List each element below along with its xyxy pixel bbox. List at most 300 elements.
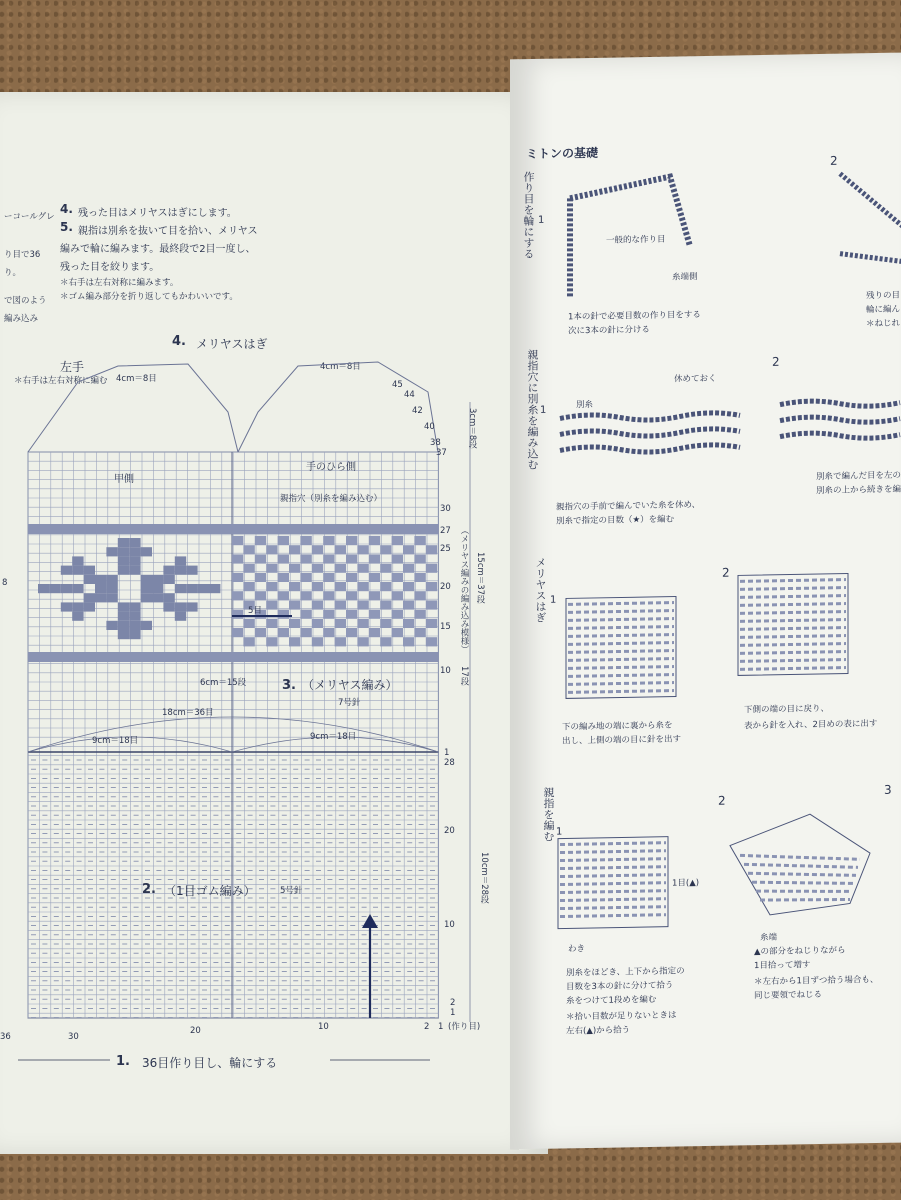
- step-description: 1本の針で必要目数の作り目をする: [568, 310, 701, 323]
- intro-fragment: で図のよう: [4, 296, 47, 306]
- checker-cell: [357, 545, 368, 554]
- snowflake-cell: [186, 584, 197, 593]
- knit-texture: [568, 675, 674, 677]
- row-number: 20: [440, 582, 451, 592]
- snowflake-cell: [141, 621, 152, 630]
- checker-cell: [232, 573, 243, 582]
- section-title: 親指を編む: [542, 786, 555, 842]
- checker-cell: [232, 628, 243, 637]
- checker-cell: [243, 637, 254, 646]
- snowflake-cell: [141, 575, 152, 584]
- knit-texture: [568, 683, 674, 685]
- col-number: 2: [424, 1022, 430, 1032]
- snowflake-cell: [106, 584, 117, 593]
- checker-cell: [278, 591, 289, 600]
- checker-cell: [392, 536, 403, 545]
- knit-texture: [560, 859, 666, 861]
- checker-cell: [392, 610, 403, 619]
- row-number: 2: [450, 998, 456, 1008]
- checker-cell: [323, 536, 334, 545]
- checker-cell: [278, 573, 289, 582]
- checker-cell: [266, 619, 277, 628]
- step4-text: 残った目はメリヤスはぎにします。: [78, 208, 237, 219]
- checker-cell: [278, 610, 289, 619]
- snowflake-cell: [106, 575, 117, 584]
- checker-cell: [255, 536, 266, 545]
- illustration-label: 糸端: [760, 932, 778, 944]
- checker-cell: [289, 619, 300, 628]
- checker-cell: [380, 637, 391, 646]
- illustration-label: 糸端側: [672, 272, 698, 283]
- snowflake-cell: [38, 584, 49, 593]
- checker-cell: [403, 637, 414, 646]
- checker-cell: [323, 573, 334, 582]
- snowflake-cell: [72, 556, 83, 565]
- checker-cell: [255, 628, 266, 637]
- intro-fragment: り目で36: [4, 250, 41, 260]
- row-number: 28: [444, 758, 455, 768]
- checker-cell: [232, 610, 243, 619]
- row-number: 25: [440, 544, 451, 554]
- col-number: 20: [190, 1026, 201, 1036]
- checker-cell: [426, 600, 437, 609]
- row-number: 40: [424, 422, 435, 432]
- step2-label: （1目ゴム編み）: [164, 884, 256, 898]
- checker-cell: [266, 564, 277, 573]
- needle5-label: 5号針: [280, 886, 303, 896]
- checker-cell: [232, 536, 243, 545]
- row-number: 44: [404, 390, 415, 400]
- knit-texture: [740, 652, 846, 654]
- snowflake-cell: [152, 575, 163, 584]
- col-number: 10: [318, 1022, 329, 1032]
- row-number: 1: [450, 1008, 456, 1018]
- illustration-label: わき: [568, 944, 586, 955]
- step-number: 1: [550, 594, 557, 606]
- step-number: 1: [540, 404, 547, 416]
- snowflake-cell: [84, 575, 95, 584]
- step-description: 糸をつけて1段めを編む: [566, 994, 657, 1007]
- step-description: 別糸で編んだ目を左の: [816, 470, 901, 483]
- snowflake-cell: [186, 566, 197, 575]
- mitten-top-right: [238, 362, 438, 452]
- back-side-label: 甲側: [114, 474, 134, 485]
- checker-cell: [426, 582, 437, 591]
- checker-cell: [369, 573, 380, 582]
- knit-texture: [760, 898, 850, 901]
- illustration-label: 一般的な作り目: [606, 234, 666, 246]
- knit-texture: [740, 628, 846, 630]
- snowflake-cell: [163, 566, 174, 575]
- checker-cell: [232, 554, 243, 563]
- snowflake-cell: [84, 593, 95, 602]
- snowflake-cell: [118, 621, 129, 630]
- snowflake-cell: [61, 602, 72, 611]
- checker-cell: [335, 564, 346, 573]
- knit-texture: [740, 580, 846, 582]
- step-description: 表から針を入れ、2目めの表に出す: [744, 718, 878, 732]
- snowflake-cell: [129, 538, 140, 547]
- dimension-label: 3cm＝8段: [467, 408, 477, 449]
- six-cm-label: 6cm＝15段: [200, 678, 247, 688]
- col-number: 36: [0, 1032, 11, 1042]
- knit-texture: [740, 612, 846, 614]
- left-page: [0, 92, 548, 1154]
- knit-texture: [752, 880, 854, 885]
- checker-cell: [357, 637, 368, 646]
- snowflake-cell: [61, 566, 72, 575]
- checker-cell: [357, 564, 368, 573]
- col-number: 30: [68, 1032, 79, 1042]
- checker-cell: [232, 591, 243, 600]
- snowflake-cell: [95, 575, 106, 584]
- snowflake-cell: [106, 593, 117, 602]
- step5-text: 親指は別糸を抜いて目を拾い、メリヤス: [78, 226, 258, 237]
- chart-step-number: 4.: [172, 334, 186, 349]
- row-number: 1: [444, 748, 450, 758]
- knit-texture: [740, 596, 846, 598]
- snowflake-cell: [129, 612, 140, 621]
- snowflake-cell: [186, 602, 197, 611]
- checker-cell: [369, 536, 380, 545]
- dimension-label: 8: [2, 578, 8, 588]
- knit-texture: [560, 875, 666, 877]
- checker-cell: [300, 591, 311, 600]
- step-number: 4.: [60, 202, 73, 216]
- checker-cell: [278, 628, 289, 637]
- checker-cell: [255, 591, 266, 600]
- snowflake-cell: [198, 584, 209, 593]
- checker-cell: [403, 582, 414, 591]
- illustration-label: 休めておく: [674, 373, 717, 385]
- checker-cell: [380, 564, 391, 573]
- knit-texture: [568, 619, 674, 621]
- checker-cell: [369, 591, 380, 600]
- knit-texture: [568, 643, 674, 645]
- snowflake-cell: [72, 584, 83, 593]
- knit-texture: [740, 636, 846, 638]
- row-number: 42: [412, 406, 423, 416]
- step-description: 親指穴の手前で編んでいた糸を休め、: [556, 500, 701, 513]
- thumb-hole-label: 親指穴（別糸を編み込む）: [280, 494, 383, 504]
- dimension-label: 15cm＝37段: [475, 552, 485, 604]
- checker-cell: [357, 582, 368, 591]
- checker-cell: [426, 564, 437, 573]
- snowflake-cell: [61, 584, 72, 593]
- knit-row: [560, 412, 740, 421]
- checker-cell: [392, 573, 403, 582]
- checker-cell: [380, 545, 391, 554]
- snowflake-cell: [106, 547, 117, 556]
- checker-cell: [243, 582, 254, 591]
- step-description: 1目拾って増す: [754, 960, 811, 972]
- checker-cell: [300, 628, 311, 637]
- checker-cell: [346, 573, 357, 582]
- checker-cell: [255, 554, 266, 563]
- note: ＊ゴム編み部分を折り返してもかわいいです。: [60, 292, 238, 302]
- checker-cell: [278, 554, 289, 563]
- checker-cell: [300, 573, 311, 582]
- snowflake-cell: [118, 538, 129, 547]
- section-header: ミトンの基礎: [526, 145, 599, 162]
- knit-texture: [568, 691, 674, 693]
- checker-cell: [403, 545, 414, 554]
- snowflake-cell: [118, 556, 129, 565]
- checker-cell: [323, 591, 334, 600]
- checker-cell: [323, 554, 334, 563]
- checker-cell: [357, 600, 368, 609]
- step-number: 1: [538, 214, 545, 226]
- checker-cell: [312, 619, 323, 628]
- checker-cell: [300, 554, 311, 563]
- knit-texture: [740, 620, 846, 622]
- snowflake-cell: [49, 584, 60, 593]
- checker-cell: [312, 637, 323, 646]
- step3-number: 3.: [282, 678, 296, 693]
- step-number: 1: [556, 826, 563, 838]
- knit-texture: [568, 659, 674, 661]
- snowflake-cell: [141, 593, 152, 602]
- snowflake-cell: [118, 566, 129, 575]
- illustration-label: 1目(▲): [672, 878, 700, 889]
- pattern-band: [28, 524, 438, 534]
- checker-cell: [426, 545, 437, 554]
- intro-fragment: ーコールグレ: [4, 212, 55, 222]
- checker-cell: [266, 582, 277, 591]
- snowflake-cell: [118, 602, 129, 611]
- section-title: 親指穴に別糸を編み込む: [526, 348, 539, 471]
- step-number: 3: [884, 782, 892, 797]
- cast-on-needle-2: [840, 172, 901, 263]
- dimension-label: （メリヤス編みの編み込み模様）: [459, 526, 469, 654]
- knit-texture: [560, 883, 666, 885]
- checker-cell: [300, 536, 311, 545]
- snowflake-cell: [129, 566, 140, 575]
- checker-cell: [312, 545, 323, 554]
- step-description: 下側の端の目に戻り、: [744, 703, 830, 716]
- knit-texture: [568, 667, 674, 669]
- checker-cell: [289, 564, 300, 573]
- snowflake-cell: [141, 547, 152, 556]
- knit-texture: [756, 889, 852, 893]
- row-number: 10: [444, 920, 455, 930]
- checker-cell: [357, 619, 368, 628]
- row-number: 15: [440, 622, 451, 632]
- checker-cell: [335, 600, 346, 609]
- checker-cell: [323, 628, 334, 637]
- step-description: 目数を3本の針に分けて拾う: [566, 980, 674, 993]
- checker-cell: [312, 600, 323, 609]
- checker-cell: [335, 545, 346, 554]
- snowflake-cell: [175, 556, 186, 565]
- checker-cell: [243, 564, 254, 573]
- pattern-band: [28, 652, 438, 662]
- dimension-label: 4cm＝8目: [116, 374, 157, 384]
- illustration-label: 別糸: [576, 399, 594, 411]
- checker-cell: [403, 619, 414, 628]
- checker-cell: [392, 591, 403, 600]
- knit-row: [780, 400, 900, 408]
- knit-row: [560, 444, 740, 453]
- checker-cell: [380, 619, 391, 628]
- step-description: ＊左右から1目ずつ拾う場合も、: [754, 974, 879, 988]
- snowflake-cell: [129, 556, 140, 565]
- row-number: 10: [440, 666, 451, 676]
- snowflake-cell: [95, 584, 106, 593]
- step1-number: 1.: [116, 1054, 130, 1069]
- five-stitches-label: 5目: [248, 606, 262, 616]
- checker-cell: [278, 536, 289, 545]
- snowflake-cell: [106, 621, 117, 630]
- checker-cell: [289, 545, 300, 554]
- snowflake-cell: [175, 612, 186, 621]
- step-description: ＊ねじれ: [866, 318, 901, 330]
- knit-texture: [560, 867, 666, 869]
- step-description: 同じ要領でねじる: [754, 989, 823, 1002]
- step-description: 輪に編ん: [866, 304, 901, 316]
- knit-row: [780, 432, 900, 440]
- knit-texture: [560, 915, 666, 917]
- palm-side-label: 手のひら側: [306, 462, 356, 473]
- checker-cell: [380, 582, 391, 591]
- checker-cell: [369, 610, 380, 619]
- knit-texture: [560, 899, 666, 901]
- knit-row: [780, 416, 900, 424]
- col-number: 1: [438, 1022, 444, 1032]
- right-page: [510, 53, 901, 1150]
- checker-cell: [300, 610, 311, 619]
- knit-texture: [748, 871, 856, 877]
- snowflake-cell: [72, 566, 83, 575]
- snowflake-cell: [129, 602, 140, 611]
- dimension-label: 17段: [459, 666, 469, 686]
- snowflake-cell: [152, 593, 163, 602]
- needle7-label: 7号針: [338, 698, 361, 708]
- width-label: 9cm＝18目: [92, 736, 139, 746]
- snowflake-cell: [175, 602, 186, 611]
- snowflake-cell: [118, 612, 129, 621]
- snowflake-cell: [175, 584, 186, 593]
- knit-texture: [568, 635, 674, 637]
- snowflake-cell: [141, 584, 152, 593]
- checker-cell: [414, 573, 425, 582]
- checker-cell: [403, 564, 414, 573]
- checker-cell: [426, 637, 437, 646]
- row-number: 20: [444, 826, 455, 836]
- step3-label: （メリヤス編み）: [302, 678, 398, 692]
- mitten-top-left: [28, 364, 238, 452]
- knit-row: [560, 428, 740, 437]
- section-title: メリヤスはぎ: [534, 556, 547, 623]
- checker-cell: [243, 545, 254, 554]
- step-description: 別糸をほどき、上下から指定の: [566, 966, 685, 979]
- knit-texture: [740, 660, 846, 662]
- checker-cell: [266, 545, 277, 554]
- step-description: 次に3本の針に分ける: [568, 324, 650, 337]
- checker-cell: [266, 637, 277, 646]
- checker-cell: [369, 554, 380, 563]
- step-description: ▲の部分をねじりながら: [754, 945, 846, 958]
- dimension-label: 10cm＝28段: [479, 852, 489, 904]
- snowflake-cell: [72, 612, 83, 621]
- knit-texture: [560, 851, 666, 853]
- section-title: 作り目を輪にする: [522, 170, 535, 260]
- knit-texture: [568, 611, 674, 613]
- checker-cell: [323, 610, 334, 619]
- checker-cell: [289, 600, 300, 609]
- step2-number: 2.: [142, 882, 156, 897]
- checker-cell: [414, 554, 425, 563]
- step-description: 下の編み地の端に裏から糸を: [562, 720, 673, 733]
- cast-on-needle: [570, 176, 690, 298]
- snowflake-cell: [175, 566, 186, 575]
- row-number: 37: [436, 448, 447, 458]
- step-description: 別糸で指定の目数（★）を編む: [556, 514, 675, 527]
- intro-fragment: り。: [4, 268, 22, 278]
- knit-texture: [740, 668, 846, 670]
- snowflake-cell: [129, 547, 140, 556]
- checker-cell: [380, 600, 391, 609]
- checker-cell: [312, 582, 323, 591]
- row-number: 30: [440, 504, 451, 514]
- checker-cell: [346, 591, 357, 600]
- checker-cell: [414, 610, 425, 619]
- dimension-label: 4cm＝8目: [320, 362, 361, 372]
- checker-cell: [426, 619, 437, 628]
- checker-cell: [369, 628, 380, 637]
- snowflake-cell: [129, 630, 140, 639]
- step-description: 左右(▲)から拾う: [566, 1025, 631, 1037]
- checker-cell: [335, 619, 346, 628]
- row-number: 27: [440, 526, 451, 536]
- snowflake-cell: [209, 584, 220, 593]
- knit-texture: [744, 862, 858, 869]
- checker-cell: [346, 554, 357, 563]
- snowflake-cell: [84, 566, 95, 575]
- checker-cell: [266, 600, 277, 609]
- checker-cell: [335, 582, 346, 591]
- checker-cell: [289, 637, 300, 646]
- left-hand-label: 左手: [60, 360, 85, 374]
- step-number: 2: [772, 354, 780, 369]
- step5-text: 編みで輪に編みます。最終段で2目一度し、: [60, 244, 256, 255]
- snowflake-cell: [84, 602, 95, 611]
- snowflake-cell: [163, 602, 174, 611]
- width-label: 18cm＝36目: [162, 708, 214, 718]
- step1-label: 36目作り目し、輪にする: [142, 1056, 278, 1070]
- step-number: 5.: [60, 220, 73, 234]
- chart-title: メリヤスはぎ: [196, 337, 268, 351]
- snowflake-cell: [118, 547, 129, 556]
- row-number: 45: [392, 380, 403, 390]
- checker-cell: [403, 600, 414, 609]
- checker-cell: [243, 619, 254, 628]
- checker-cell: [289, 582, 300, 591]
- checker-cell: [392, 554, 403, 563]
- right-hand-note: ＊右手は左右対称に編む: [14, 376, 108, 386]
- note: ＊右手は左右対称に編みます。: [60, 278, 179, 288]
- row-number: 38: [430, 438, 441, 448]
- checker-cell: [414, 591, 425, 600]
- step-number: 2: [722, 565, 730, 580]
- checker-cell: [392, 628, 403, 637]
- checker-cell: [255, 573, 266, 582]
- knit-texture: [560, 891, 666, 893]
- snowflake-cell: [129, 621, 140, 630]
- snowflake-cell: [163, 575, 174, 584]
- step-description: ＊拾い目数が足りないときは: [566, 1010, 677, 1023]
- width-label: 9cm＝18目: [310, 732, 357, 742]
